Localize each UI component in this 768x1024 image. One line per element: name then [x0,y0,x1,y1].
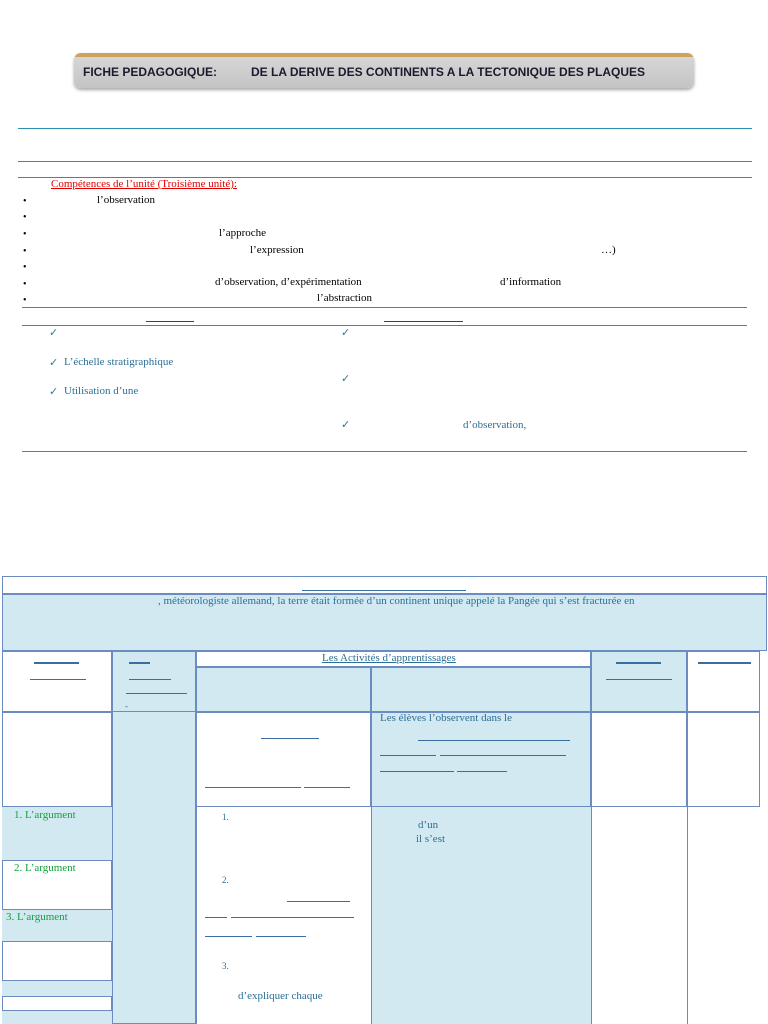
col-divider [687,807,688,1024]
bullet [23,198,31,206]
competences-title: Compétences de l’unité (Troisième unité): [51,178,237,190]
argument-cell [2,941,112,981]
underline [304,787,350,788]
argument-label: 2. L’argument [14,862,76,874]
underline [616,662,661,664]
body-cell [2,712,112,807]
header-label: FICHE PEDAGOGIQUE: [83,65,218,79]
expliquer-text: d’expliquer chaque [238,990,323,1002]
red-underline [146,321,194,322]
rule [22,451,747,452]
underline [698,662,751,664]
underline [205,787,301,788]
number-label: 1. [222,812,229,822]
objective-left: L’échelle stratigraphique [64,356,174,368]
underline [457,771,507,772]
bullet [23,248,31,256]
competence-paren: …) [601,244,616,256]
dun-text: d’un [418,819,439,831]
competence-item: d’observation, d’expérimentation [215,276,362,288]
body-cell [196,712,371,807]
red-underline [384,321,463,322]
table-title-row [2,576,767,594]
header-cell [591,651,687,712]
underline [205,917,227,918]
bullet [23,264,31,272]
rule [18,128,752,129]
competence-item: l’abstraction [317,292,372,304]
number-label: 2. [222,875,229,885]
col-divider [371,807,372,1024]
underline [126,693,187,694]
activities-subcell [196,667,371,712]
check-icon: ✓ [341,373,351,385]
header-cell [2,651,112,712]
underline [380,755,436,756]
objective-left: Utilisation d’une [64,385,139,397]
underline [287,901,350,902]
ilsest-text: il s’est [416,833,446,845]
underline [231,917,354,918]
body-cell [591,712,687,807]
bullet [23,214,31,222]
body-cell [687,712,760,807]
header-banner [74,53,694,88]
underline [129,662,150,664]
underline [205,936,252,937]
check-icon: ✓ [49,327,59,339]
header-cell [687,651,760,712]
rule [18,161,752,162]
underline [261,738,319,739]
rule [22,307,747,308]
activities-subcell [371,667,591,712]
bullet [23,297,31,305]
col-divider [196,807,197,1024]
underline [30,679,86,680]
check-icon: ✓ [49,357,59,369]
underline [380,771,454,772]
underline [418,740,570,741]
competence-item: l’expression [250,244,304,256]
check-icon: ✓ [341,327,351,339]
activities-label: Les Activités d’apprentissages [322,652,456,664]
competence-information: d’information [500,276,562,288]
title-underline [302,590,466,591]
underline [256,936,306,937]
objective-right: d’observation, [463,419,527,431]
competence-item: l’approche [219,227,267,239]
argument-cell [2,996,112,1011]
body-cell [112,712,196,1024]
rule [22,325,747,326]
check-icon: ✓ [341,419,351,431]
bullet [23,281,31,289]
bullet [23,231,31,239]
dash: - [125,701,128,711]
underline [606,679,672,680]
underline [129,679,171,680]
underline [34,662,79,664]
number-label: 3. [222,961,229,971]
argument-label: 3. L’argument [6,911,68,923]
col-divider [591,807,592,1024]
body-cell [371,712,591,807]
underline [440,755,566,756]
argument-label: 1. L’argument [14,809,76,821]
competence-item: l’observation [97,194,156,206]
intro-text: , météorologiste allemand, la terre était formée d’un continent unique appelé la Pangée qui s’est fracturée en [158,595,635,607]
check-icon: ✓ [49,386,59,398]
observe-text: Les élèves l’observent dans le [380,712,512,724]
header-title: DE LA DERIVE DES CONTINENTS A LA TECTONIQUE DES PLAQUES [251,65,646,79]
